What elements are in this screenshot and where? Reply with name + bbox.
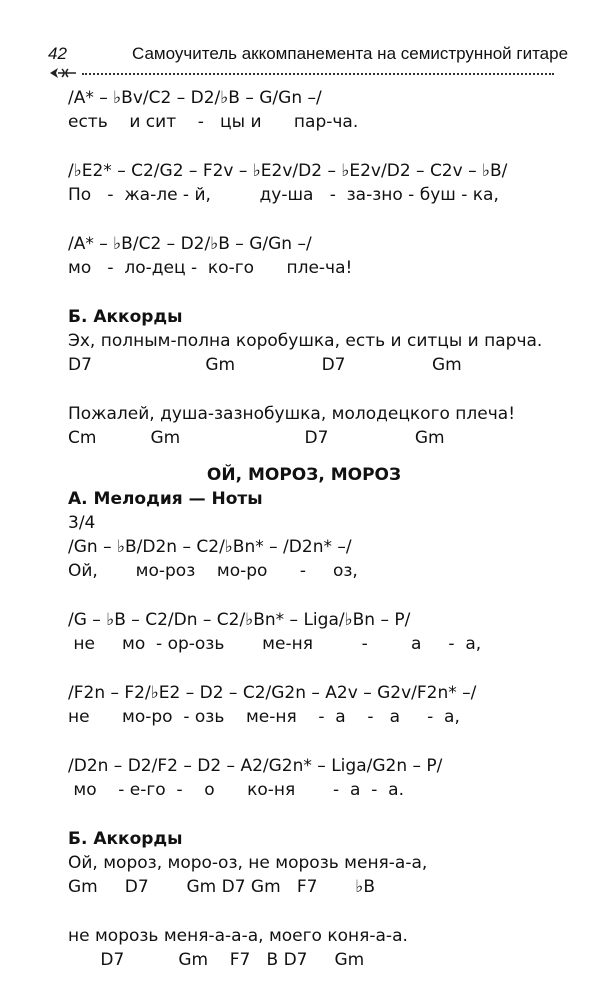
chords-lyrics-line: не морозь меня-а-а-а, моего коня-а-а. [68,926,408,946]
section-heading: Б. Аккорды [68,307,183,327]
melody-lyrics-line: не мо - ор-озь ме-ня - а - а, [68,634,482,654]
running-title: Самоучитель аккомпанемента на семиструнной гитаре [132,44,569,63]
melody-lyrics-line: Ой, мо-роз мо-ро - оз, [68,561,358,581]
melody-lyrics-line: мо - ло-дец - ко-го пле-ча! [68,258,353,278]
melody-chords-line: /D2n – D2/F2 – D2 – A2/G2n* – Liga/G2n – P/ [68,756,443,776]
melody-chords-line: /Gn – ♭B/D2n – C2/♭Bn* – /D2n* –/ [68,537,352,557]
page-header [0,38,600,78]
melody-chords-line: /♭E2* – C2/G2 – F2v – ♭E2v/D2 – ♭E2v/D2 – C2v – ♭B/ [68,161,508,181]
page-number: 42 [48,44,67,63]
chords-line: D7 Gm F7 B D7 Gm [68,950,365,970]
song-title: ОЙ, МОРОЗ, МОРОЗ [206,465,402,485]
melody-lyrics-line: По - жа-ле - й, ду-ша - за-зно - буш - ка, [68,185,499,205]
chords-lyrics-line: Ой, мороз, моро-оз, не морозь меня-а-а, [68,853,428,873]
chords-lyrics-line: Эх, полным-полна коробушка, есть и ситцы и парча. [68,331,543,351]
section-heading: Б. Аккорды [68,829,183,849]
melody-lyrics-line: есть и сит - цы и пар-ча. [68,112,359,132]
melody-chords-line: /A* – ♭B/C2 – D2/♭B – G/Gn –/ [68,234,312,254]
chords-line: Gm D7 Gm D7 Gm F7 ♭B [68,877,375,897]
chords-line: Cm Gm D7 Gm [68,428,445,448]
chords-lyrics-line: Пожалей, душа-зазнобушка, молодецкого плеча! [68,404,516,424]
melody-chords-line: /F2n – F2/♭E2 – D2 – C2/G2n – A2v – G2v/F2n* –/ [68,683,477,703]
ornament-icon [48,66,78,80]
melody-lyrics-line: не мо-ро - озь ме-ня - а - а - а, [68,707,460,727]
header-dotted-rule [82,73,554,75]
time-signature: 3/4 [68,513,96,533]
melody-chords-line: /G – ♭B – C2/Dn – C2/♭Bn* – Liga/♭Bn – P/ [68,610,411,630]
melody-lyrics-line: мо - е-го - о ко-ня - а - а. [68,780,404,800]
section-heading: А. Мелодия — Ноты [68,489,263,509]
melody-chords-line: /A* – ♭Bv/C2 – D2/♭B – G/Gn –/ [68,88,322,108]
page-content [68,86,568,972]
chords-line: D7 Gm D7 Gm [68,355,462,375]
